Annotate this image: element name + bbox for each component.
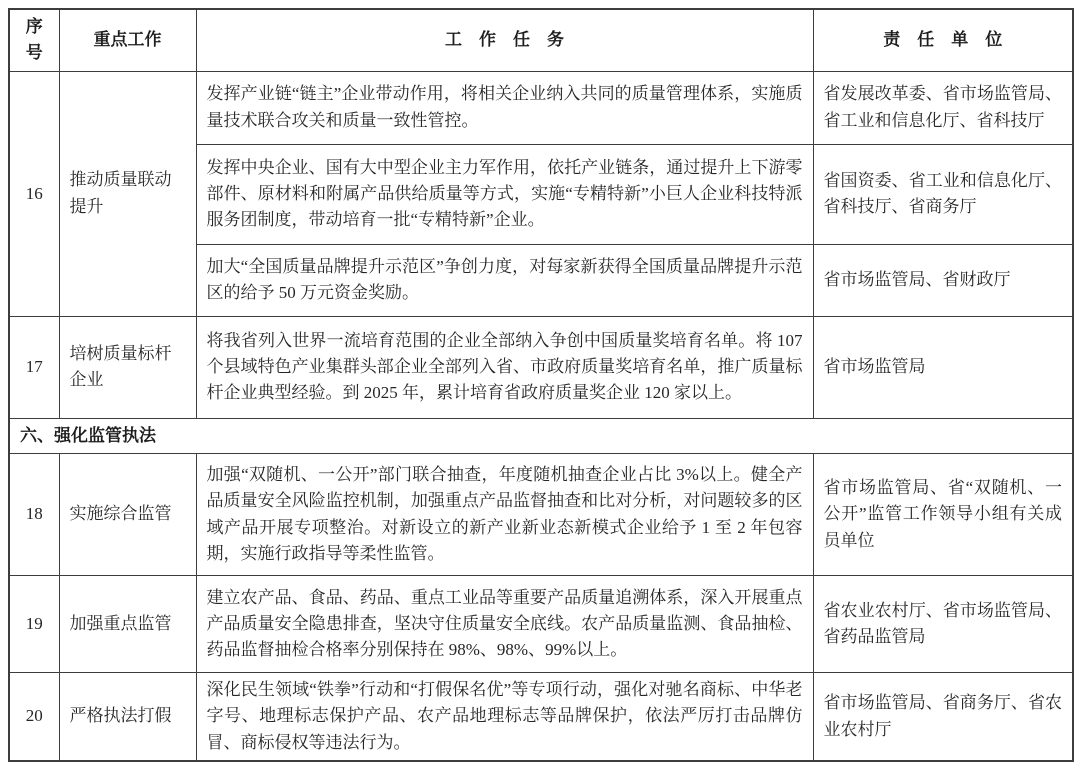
key-work: 实施综合监管 xyxy=(59,454,196,576)
header-cell-work: 重点工作 xyxy=(59,9,196,71)
responsible-unit: 省发展改革委、省市场监管局、省工业和信息化厅、省科技厅 xyxy=(813,71,1073,144)
header-cell-task: 工 作 任 务 xyxy=(196,9,813,71)
task-text: 加大“全国质量品牌提升示范区”争创力度，对每家新获得全国质量品牌提升示范区的给予 50 万元资金奖励。 xyxy=(196,244,813,316)
key-work: 推动质量联动提升 xyxy=(59,71,196,316)
row-number: 19 xyxy=(9,576,59,673)
key-work: 培树质量标杆企业 xyxy=(59,316,196,418)
section-header-row xyxy=(9,418,1073,453)
task-text: 将我省列入世界一流培育范围的企业全部纳入争创中国质量奖培育名单。将 107 个县域特色产业集群头部企业全部列入省、市政府质量奖培育名单，推广质量标杆企业典型经验。到 2025 年，累计培育省政府质量奖企业 120 家以上。 xyxy=(196,316,813,418)
table-row xyxy=(9,316,1073,418)
table-row xyxy=(9,576,1073,673)
responsible-unit: 省市场监管局、省“双随机、一公开”监管工作领导小组有关成员单位 xyxy=(813,454,1073,576)
table-row xyxy=(9,454,1073,576)
table-header-row xyxy=(9,9,1073,71)
key-work: 加强重点监管 xyxy=(59,576,196,673)
section-title: 六、强化监管执法 xyxy=(9,418,1073,453)
table-row xyxy=(9,673,1073,762)
task-text: 建立农产品、食品、药品、重点工业品等重要产品质量追溯体系，深入开展重点产品质量安全隐患排查，坚决守住质量安全底线。农产品质量监测、食品抽检、药品监督抽检合格率分别保持在 98%、98%、99%以上。 xyxy=(196,576,813,673)
task-text: 深化民生领域“铁拳”行动和“打假保名优”等专项行动，强化对驰名商标、中华老字号、地理标志保护产品、农产品地理标志等品牌保护，依法严厉打击品牌仿冒、商标侵权等违法行为。 xyxy=(196,673,813,762)
responsible-unit: 省农业农村厅、省市场监管局、省药品监管局 xyxy=(813,576,1073,673)
task-text: 发挥产业链“链主”企业带动作用，将相关企业纳入共同的质量管理体系，实施质量技术联合攻关和质量一致性管控。 xyxy=(196,71,813,144)
row-number: 17 xyxy=(9,316,59,418)
responsible-unit: 省市场监管局、省财政厅 xyxy=(813,244,1073,316)
table-row xyxy=(9,71,1073,144)
header-cell-unit: 责 任 单 位 xyxy=(813,9,1073,71)
task-text: 发挥中央企业、国有大中型企业主力军作用，依托产业链条，通过提升上下游零部件、原材料和附属产品供给质量等方式，实施“专精特新”小巨人企业科技特派服务团制度，带动培育一批“专精特新”企业。 xyxy=(196,144,813,244)
responsible-unit: 省市场监管局 xyxy=(813,316,1073,418)
row-number: 20 xyxy=(9,673,59,762)
responsible-unit: 省市场监管局、省商务厅、省农业农村厅 xyxy=(813,673,1073,762)
row-number: 16 xyxy=(9,71,59,316)
task-text: 加强“双随机、一公开”部门联合抽查，年度随机抽查企业占比 3%以上。健全产品质量安全风险监控机制，加强重点产品监督抽查和比对分析，对问题较多的区域产品开展专项整治。对新设立的新产业新业态新模式企业给予 1 至 2 年包容期，实施行政指导等柔性监管。 xyxy=(196,454,813,576)
work-task-table xyxy=(8,8,1074,762)
header-cell-no: 序号 xyxy=(9,9,59,71)
responsible-unit: 省国资委、省工业和信息化厅、省科技厅、省商务厅 xyxy=(813,144,1073,244)
key-work: 严格执法打假 xyxy=(59,673,196,762)
row-number: 18 xyxy=(9,454,59,576)
